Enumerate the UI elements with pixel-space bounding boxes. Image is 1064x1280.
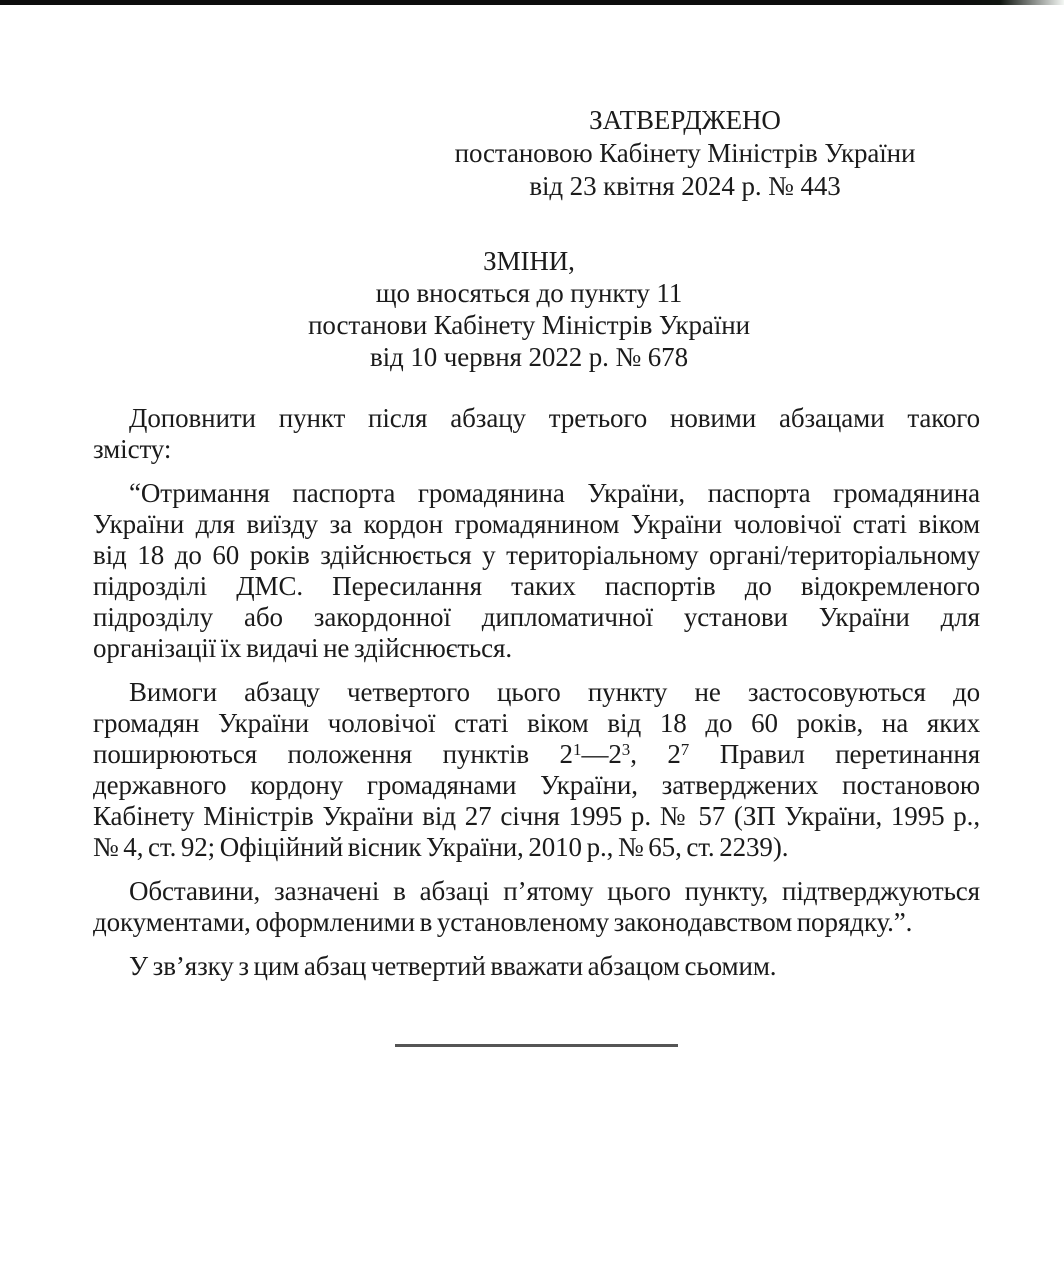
- doc-title: [308, 245, 750, 373]
- paragraph-line: Доповнити пункт після абзацу третього новими абзацами такого: [129, 403, 980, 433]
- paragraph-line: документами, оформленими в установленому законодавством порядку.”.: [93, 907, 913, 937]
- doc-title-line: ЗМІНИ,: [483, 246, 575, 276]
- paragraph-line: змісту:: [93, 434, 172, 464]
- doc-title-line: що вносяться до пункту 11: [375, 278, 683, 308]
- text-segment: , 2: [630, 739, 681, 769]
- paragraph-line: Кабінету Міністрів України від 27 січня 1995 р. № 57 (ЗП України, 1995 р.,: [93, 801, 980, 831]
- paragraph: [93, 677, 980, 863]
- approval-line: постановою Кабінету Міністрів України: [454, 138, 916, 168]
- paragraph: [93, 478, 980, 664]
- text-segment: Правил перетинання: [689, 739, 981, 769]
- superscript: 7: [680, 740, 690, 760]
- paragraph-line: громадян України чоловічої статі віком від 18 до 60 років, на яких: [93, 708, 980, 738]
- approval-stamp: [455, 104, 916, 203]
- text-segment: —2: [581, 739, 622, 769]
- superscript: 1: [572, 740, 582, 760]
- separator-line: [395, 1044, 678, 1047]
- superscript: 3: [621, 740, 631, 760]
- paragraph: [93, 876, 980, 938]
- paragraph-line: Обставини, зазначені в абзаці п’ятому цього пункту, підтверджуються: [129, 876, 980, 906]
- text-segment: поширюються положення пунктів 2: [93, 739, 573, 769]
- paragraph-line: [93, 739, 980, 770]
- paragraph-line: організації їх видачі не здійснюється.: [93, 633, 512, 663]
- paragraph-line: підрозділу або закордонної дипломатичної установи України для: [93, 602, 980, 632]
- paragraph-line: У зв’язку з цим абзац четвертий вважати абзацом сьомим.: [129, 951, 777, 981]
- approval-line: ЗАТВЕРДЖЕНО: [589, 105, 781, 135]
- paragraph: [93, 403, 980, 465]
- paragraph: [93, 951, 980, 982]
- paragraph-line: України для виїзду за кордон громадянином України чоловічої статі віком: [93, 509, 980, 539]
- paragraph-line: державного кордону громадянами України, затверджених постановою: [93, 770, 980, 800]
- paragraph-line: “Отримання паспорта громадянина України, паспорта громадянина: [129, 478, 980, 508]
- paragraph-line: від 18 до 60 років здійснюється у територіальному органі/територіальному: [93, 540, 980, 570]
- doc-title-line: постанови Кабінету Міністрів України: [308, 310, 750, 340]
- doc-title-line: від 10 червня 2022 р. № 678: [370, 342, 688, 372]
- top-scan-artifact: [0, 0, 1064, 5]
- document-body: [93, 403, 980, 1047]
- paragraph-line: Вимоги абзацу четвертого цього пункту не застосовуються до: [129, 677, 980, 707]
- paragraph-line: підрозділі ДМС. Пересилання таких паспортів до відокремленого: [93, 571, 980, 601]
- paragraph-line: № 4, ст. 92; Офіційний вісник України, 2010 р., № 65, ст. 2239).: [93, 832, 789, 862]
- approval-line: від 23 квітня 2024 р. № 443: [529, 171, 841, 201]
